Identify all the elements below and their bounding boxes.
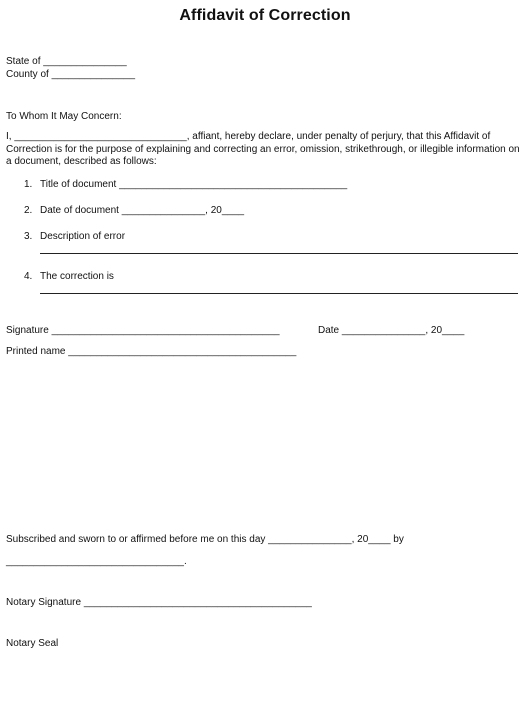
item-2-number: 2. (24, 205, 33, 216)
item-3-number: 3. (24, 231, 33, 242)
item-3-description-of-error: Description of error (40, 231, 126, 242)
salutation: To Whom It May Concern: (6, 111, 122, 122)
signature-date-line: Date _______________, 20____ (318, 325, 465, 336)
sworn-name-line: ________________________________. (6, 556, 187, 567)
printed-name-line: Printed name _________________________________________ (6, 346, 297, 357)
description-of-error-rule (40, 253, 518, 254)
notary-signature-line: Notary Signature _________________________________________ (6, 597, 312, 608)
item-4-correction: The correction is (40, 271, 114, 282)
item-1-number: 1. (24, 179, 33, 190)
subscribed-sworn-line: Subscribed and sworn to or affirmed before me on this day _______________, 20____ by (6, 534, 404, 545)
document-title: Affidavit of Correction (179, 7, 351, 24)
item-1-title-of-document: Title of document _________________________________________ (40, 179, 348, 190)
correction-rule (40, 293, 518, 294)
declaration-paragraph: I, _______________________________, affiant, hereby declare, under penalty of perjury, that this Affidavit of Correction is for the purpose of explaining and correcting an error, omission, strikethrough, or illegible information on a document, described as follows: (6, 131, 520, 167)
signature-line: Signature _________________________________________ (6, 325, 280, 336)
item-4-number: 4. (24, 271, 33, 282)
county-of-line: County of _______________ (6, 69, 136, 80)
state-of-line: State of _______________ (6, 56, 127, 67)
item-2-date-of-document: Date of document _______________, 20____ (40, 205, 245, 216)
notary-seal-label: Notary Seal (6, 638, 59, 649)
